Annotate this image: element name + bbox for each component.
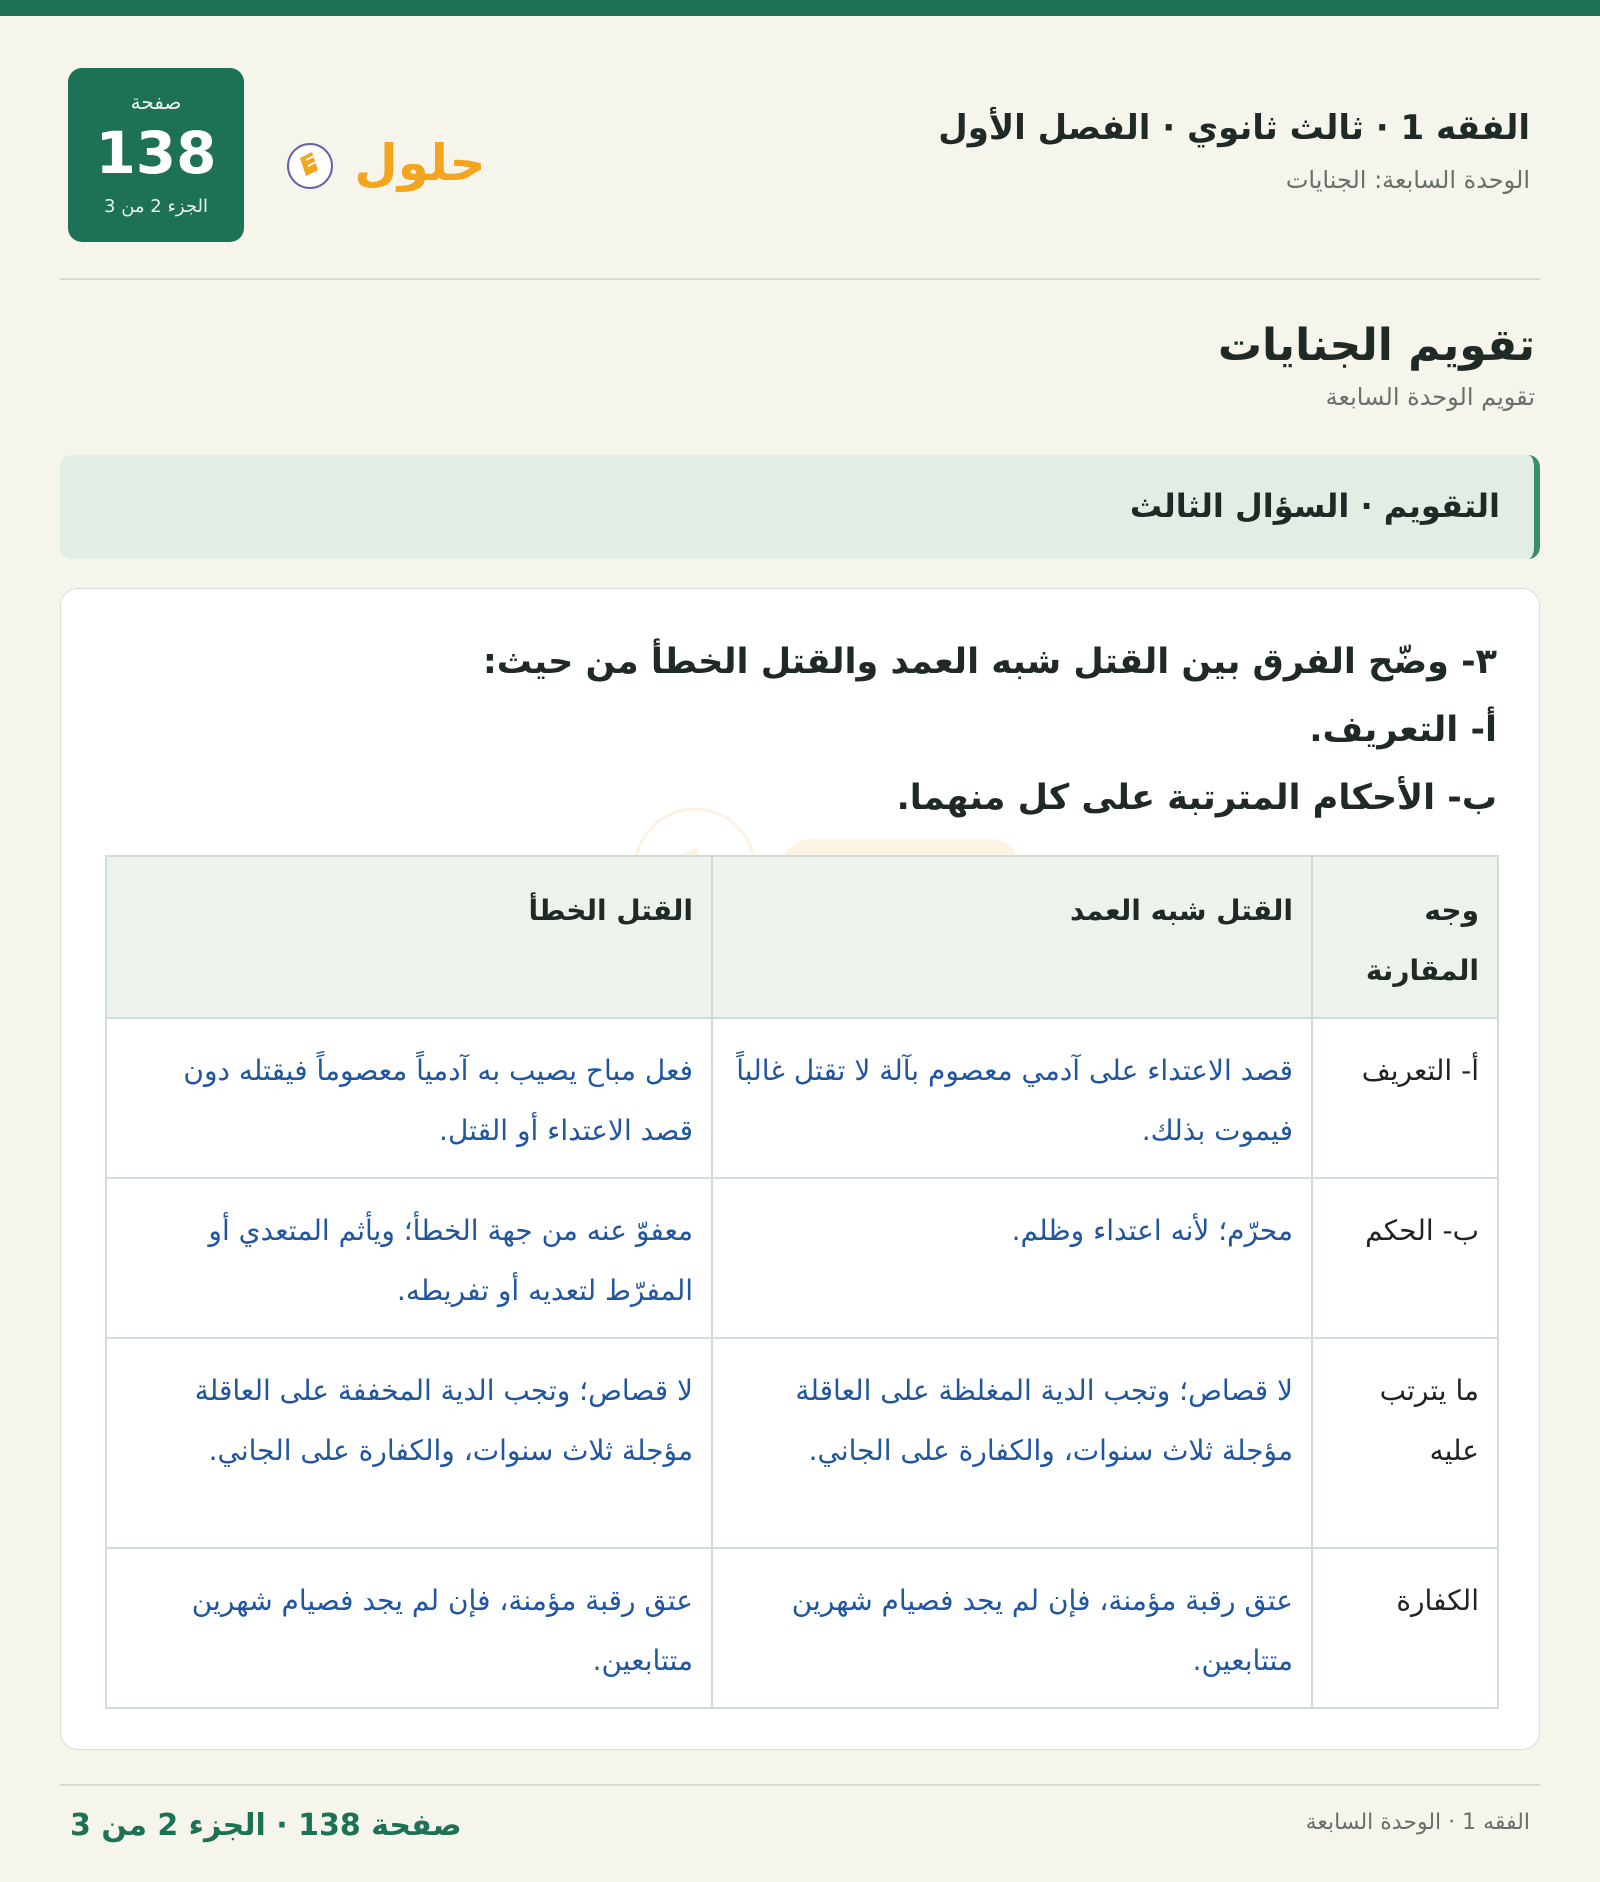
badge-label: صفحة (130, 90, 182, 114)
badge-page-number: 138 (95, 119, 217, 187)
hulul-logo (270, 114, 510, 194)
table-row (106, 1178, 1498, 1338)
accidental-cell: فعل مباح يصيب به آدمياً معصوماً فيقتله دون قصد الاعتداء أو القتل. (106, 1018, 712, 1178)
book-title: الفقه 1 · ثالث ثانوي · الفصل الأول (938, 108, 1530, 148)
accidental-cell: عتق رقبة مؤمنة، فإن لم يجد فصيام شهرين متتابعين. (106, 1548, 712, 1708)
comparison-table (105, 855, 1499, 1709)
table-row (106, 1338, 1498, 1548)
footer-book-info: الفقه 1 · الوحدة السابعة (1305, 1810, 1530, 1835)
semi-intentional-cell: محرّم؛ لأنه اعتداء وظلم. (712, 1178, 1312, 1338)
table-row (106, 1018, 1498, 1178)
table-header-row (106, 856, 1498, 1018)
header-semi-intentional: القتل شبه العمد (712, 856, 1312, 1018)
page-header (60, 68, 1540, 248)
section-heading (1218, 320, 1535, 411)
section-subtitle: تقويم الوحدة السابعة (1325, 383, 1535, 411)
row-aspect: الكفارة (1312, 1548, 1498, 1708)
footer-page-info: صفحة 138 · الجزء 2 من 3 (70, 1808, 462, 1843)
table-row (106, 1548, 1498, 1708)
banner-text: التقويم · السؤال الثالث (1129, 487, 1500, 525)
row-aspect: ما يترتب عليه (1312, 1338, 1498, 1548)
page-number-badge (68, 68, 244, 242)
unit-subtitle: الوحدة السابعة: الجنايات (1285, 166, 1530, 194)
row-aspect: ب- الحكم (1312, 1178, 1498, 1338)
question-line-b: ب- الأحكام المترتبة على كل منهما. (896, 778, 1497, 818)
top-accent-bar (0, 0, 1600, 16)
semi-intentional-cell: قصد الاعتداء على آدمي معصوم بآلة لا تقتل غالباً فيموت بذلك. (712, 1018, 1312, 1178)
header-titles (938, 108, 1530, 194)
section-title: تقويم الجنايات (1217, 320, 1535, 371)
semi-intentional-cell: لا قصاص؛ وتجب الدية المغلظة على العاقلة مؤجلة ثلاث سنوات، والكفارة على الجاني. (712, 1338, 1312, 1548)
header-accidental: القتل الخطأ (106, 856, 712, 1018)
question-banner (60, 455, 1540, 559)
question-line-a: أ- التعريف. (1309, 710, 1497, 750)
semi-intentional-cell: عتق رقبة مؤمنة، فإن لم يجد فصيام شهرين متتابعين. (712, 1548, 1312, 1708)
question-card (60, 588, 1540, 1750)
book-icon (288, 144, 332, 188)
page-footer (60, 1786, 1540, 1856)
accidental-cell: معفوّ عنه من جهة الخطأ؛ ويأثم المتعدي أو المفرّط لتعديه أو تفريطه. (106, 1178, 712, 1338)
header-divider (60, 278, 1540, 280)
header-aspect: وجه المقارنة (1312, 856, 1498, 1018)
badge-part: الجزء 2 من 3 (104, 196, 208, 217)
question-line-main: ٣- وضّح الفرق بين القتل شبه العمد والقتل الخطأ من حيث: (482, 642, 1497, 682)
row-aspect: أ- التعريف (1312, 1018, 1498, 1178)
accidental-cell: لا قصاص؛ وتجب الدية المخففة على العاقلة مؤجلة ثلاث سنوات، والكفارة على الجاني. (106, 1338, 712, 1548)
question-text (483, 639, 1497, 843)
logo-text: حلول (354, 134, 486, 192)
